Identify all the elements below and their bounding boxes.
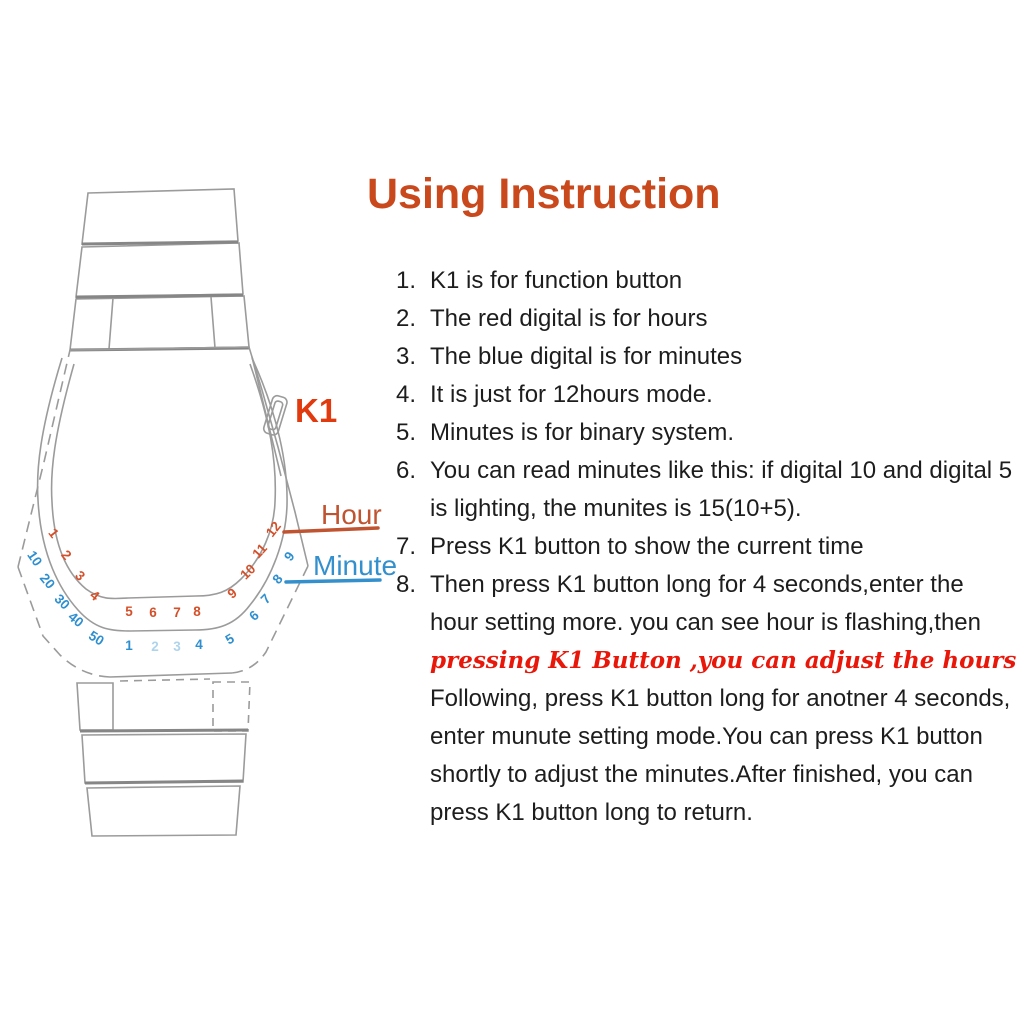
- instruction-number: 6.: [396, 457, 417, 484]
- hour-number: 1: [45, 525, 62, 541]
- minute-number: 8: [269, 571, 286, 587]
- watch-diagram: [0, 0, 440, 1024]
- hour-number: 8: [193, 604, 201, 619]
- instruction-item: [396, 452, 1018, 528]
- watch-top-strap: [70, 189, 249, 350]
- hour-number: 12: [262, 518, 284, 540]
- instruction-item: [396, 566, 1018, 642]
- page-title: Using Instruction: [367, 170, 721, 218]
- instruction-text: It is just for 12hours mode.: [430, 381, 713, 408]
- instruction-number: 1.: [396, 267, 417, 294]
- hour-number: 5: [125, 604, 133, 619]
- instruction-number: 7.: [396, 533, 417, 560]
- instruction-item: [396, 338, 1018, 376]
- instruction-text: You can read minutes like this: if digital 10 and digital 5 is lighting, the munites is 15(10+5).: [430, 457, 1013, 522]
- minute-number: 3: [173, 639, 181, 654]
- minute-number: 1: [125, 638, 133, 653]
- watch-face: [38, 358, 288, 631]
- instruction-number: 5.: [396, 419, 417, 446]
- hour-number: 9: [224, 585, 240, 602]
- instruction-text: Press K1 button to show the current time: [430, 533, 864, 560]
- hour-number: 6: [149, 605, 157, 620]
- hour-number: 2: [58, 547, 75, 563]
- instruction-number: 3.: [396, 343, 417, 370]
- minute-number: 7: [257, 590, 274, 607]
- minute-digits: [24, 548, 297, 654]
- minute-number: 9: [281, 548, 298, 564]
- minute-number: 20: [36, 570, 59, 592]
- hour-number: 11: [249, 540, 271, 562]
- minute-number: 50: [86, 627, 107, 649]
- instruction-text: Minutes is for binary system.: [430, 419, 735, 446]
- instruction-text: K1 is for function button: [430, 267, 683, 294]
- instruction-text: The red digital is for hours: [430, 305, 708, 332]
- k1-label: K1: [295, 392, 338, 429]
- hour-label: Hour: [321, 499, 382, 530]
- instruction-text: Then press K1 button long for 4 seconds,enter the hour setting more. you can see hour is flashing,then: [430, 571, 981, 636]
- hour-number: 7: [173, 605, 181, 620]
- instruction-number: 8.: [396, 571, 417, 598]
- hour-number: 10: [237, 561, 259, 583]
- instruction-item: [396, 376, 1018, 414]
- instruction-item: [396, 262, 1018, 300]
- red-note: pressing K1 Button ,you can adjust the hours: [430, 647, 1017, 674]
- minute-number: 30: [51, 591, 73, 613]
- hour-digits: [45, 519, 284, 620]
- minute-label: Minute: [313, 550, 398, 581]
- instruction-number: 4.: [396, 381, 417, 408]
- instruction-item: [396, 528, 1018, 566]
- minute-number: 2: [151, 639, 159, 654]
- watch-body: [18, 347, 308, 677]
- minute-number: 4: [195, 637, 203, 652]
- closing-paragraph: Following, press K1 button long for anotner 4 seconds, enter munute setting mode.You can press K1 button shortly to adjust the minutes.After finished, you can press K1 button long to return.: [430, 685, 1011, 826]
- minute-number: 6: [246, 607, 262, 624]
- instruction-item: [396, 414, 1018, 452]
- minute-number: 40: [65, 608, 87, 631]
- minute-number: 10: [24, 547, 46, 569]
- instruction-text: The blue digital is for minutes: [430, 343, 743, 370]
- instruction-list: [396, 262, 1018, 832]
- instruction-item: [396, 300, 1018, 338]
- minute-number: 5: [222, 630, 237, 648]
- watch-bottom-strap: [77, 679, 250, 836]
- instruction-number: 2.: [396, 305, 417, 332]
- hour-number: 3: [72, 567, 89, 584]
- hour-number: 4: [87, 587, 103, 604]
